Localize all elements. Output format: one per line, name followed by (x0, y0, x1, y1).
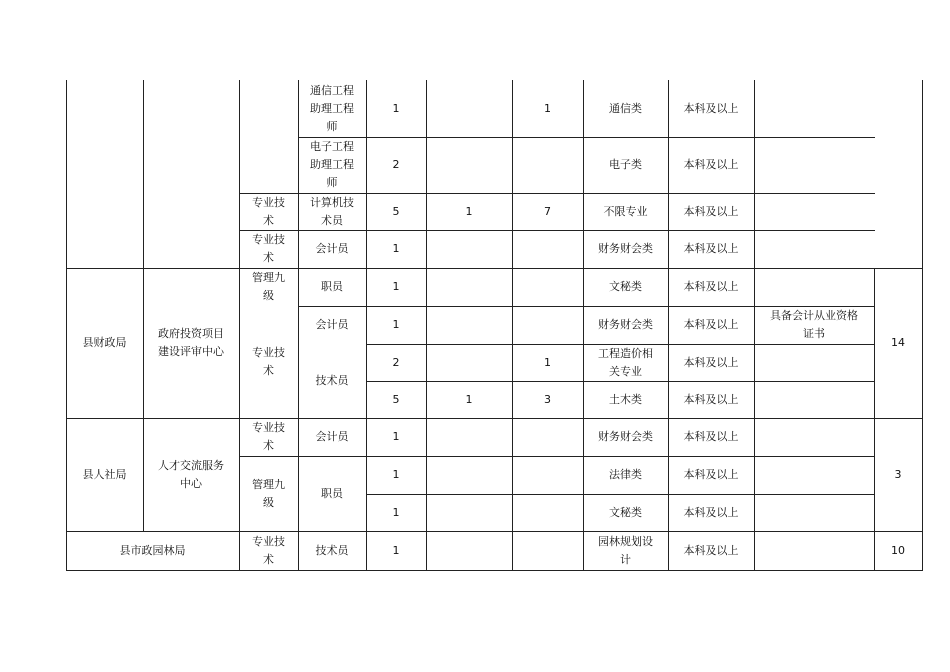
other-cell (754, 344, 874, 381)
grid-line (922, 80, 923, 570)
grid-line (143, 80, 144, 531)
edu-limit-cell (426, 456, 512, 494)
grid-line (66, 80, 67, 570)
total-cell: 1 (392, 101, 400, 115)
degree-cell: 本科及以上 (683, 158, 739, 171)
position-cell: 会计员 (315, 242, 349, 255)
other-cell: 具备会计从业资格 证书 (770, 309, 858, 340)
degree-cell: 本科及以上 (683, 101, 739, 115)
degree-cell: 本科及以上 (683, 392, 739, 406)
total-cell: 5 (392, 204, 400, 218)
degree-cell: 本科及以上 (683, 505, 739, 519)
other-cell (754, 531, 874, 570)
major-cell: 文秘类 (609, 505, 642, 519)
degree-cell: 本科及以上 (683, 468, 739, 481)
edu-limit-cell (426, 418, 512, 456)
edu-limit-cell (426, 137, 512, 193)
position-cell: 计算机技 术员 (310, 195, 354, 227)
category-cell: 管理九 级 (252, 477, 285, 509)
dept-cell: 县人社局 (82, 467, 127, 481)
position-cell: 会计员 (315, 430, 349, 443)
edu-limit-cell: 1 (465, 392, 473, 406)
category-cell: 专业技 术 (252, 534, 285, 566)
special-cell: 1 (544, 101, 551, 115)
special-cell (512, 306, 583, 344)
major-cell: 园林规划设 计 (598, 534, 653, 566)
edu-limit-cell (426, 80, 512, 137)
major-cell: 电子类 (609, 158, 642, 171)
degree-cell: 本科及以上 (683, 430, 739, 443)
edu-limit-cell (426, 306, 512, 344)
special-cell: 7 (544, 204, 551, 218)
position-cell: 电子工程 助理工程 师 (310, 140, 354, 189)
category-cell: 专业技 术 (252, 346, 285, 377)
position-cell: 职员 (321, 486, 343, 500)
category-cell: 专业技 术 (252, 233, 285, 264)
grid-line (66, 570, 923, 571)
other-cell (754, 268, 874, 306)
degree-cell: 本科及以上 (683, 204, 739, 218)
major-cell: 土木类 (609, 392, 642, 406)
special-cell (512, 494, 583, 531)
special-cell (512, 268, 583, 306)
position-cell: 技术员 (315, 374, 349, 387)
major-cell: 财务财会类 (598, 318, 653, 331)
category-cell: 专业技 术 (252, 195, 285, 227)
category-cell: 专业技 术 (252, 421, 285, 452)
edu-limit-cell (426, 344, 512, 381)
category-cell: 管理九 级 (252, 271, 285, 302)
special-cell (512, 418, 583, 456)
major-cell: 法律类 (609, 468, 642, 481)
dept-unit-cell: 县市政园林局 (119, 543, 186, 557)
special-cell (512, 531, 583, 570)
total-cell: 1 (392, 543, 400, 557)
special-cell (512, 456, 583, 494)
degree-cell: 本科及以上 (683, 280, 739, 293)
major-cell: 财务财会类 (598, 430, 653, 443)
edu-limit-cell (426, 531, 512, 570)
subtotal-cell: 14 (891, 336, 905, 349)
other-cell (754, 494, 874, 531)
unit-cell: 人才交流服务 中心 (158, 458, 224, 490)
grid-line (874, 268, 875, 570)
major-cell: 文秘类 (609, 280, 642, 293)
subtotal-cell: 10 (891, 543, 905, 557)
total-cell: 1 (392, 505, 400, 519)
total-cell: 1 (392, 280, 400, 293)
other-cell (754, 456, 874, 494)
dept-cell: 县财政局 (82, 336, 127, 349)
position-cell: 会计员 (315, 318, 349, 331)
major-cell: 通信类 (609, 101, 642, 115)
special-cell: 3 (544, 392, 551, 406)
edu-limit-cell (426, 494, 512, 531)
position-cell: 职员 (321, 280, 343, 293)
degree-cell: 本科及以上 (683, 355, 739, 369)
degree-cell: 本科及以上 (683, 242, 739, 255)
unit-cell: 政府投资项目 建设评审中心 (158, 327, 224, 358)
total-cell: 2 (392, 158, 400, 171)
special-cell: 1 (544, 355, 551, 369)
total-cell: 1 (392, 242, 400, 255)
total-cell: 1 (392, 468, 400, 481)
major-cell: 工程造价相 关专业 (598, 346, 653, 378)
other-cell (754, 381, 874, 418)
other-cell (754, 418, 874, 456)
special-cell (512, 230, 583, 268)
degree-cell: 本科及以上 (683, 543, 739, 557)
edu-limit-cell (426, 268, 512, 306)
position-cell: 技术员 (315, 543, 349, 557)
major-cell: 不限专业 (603, 204, 648, 218)
subtotal-cell: 3 (894, 467, 902, 481)
other-cell (754, 193, 874, 230)
total-cell: 1 (392, 318, 400, 331)
other-cell (754, 80, 874, 137)
grid-line (239, 80, 240, 570)
position-cell: 通信工程 助理工程 师 (310, 83, 354, 133)
degree-cell: 本科及以上 (683, 318, 739, 331)
total-cell: 5 (392, 392, 400, 406)
total-cell: 2 (392, 355, 400, 369)
total-cell: 1 (392, 430, 400, 443)
major-cell: 财务财会类 (598, 242, 653, 255)
edu-limit-cell (426, 230, 512, 268)
other-cell (754, 137, 874, 193)
edu-limit-cell: 1 (465, 204, 473, 218)
other-cell (754, 230, 874, 268)
special-cell (512, 137, 583, 193)
